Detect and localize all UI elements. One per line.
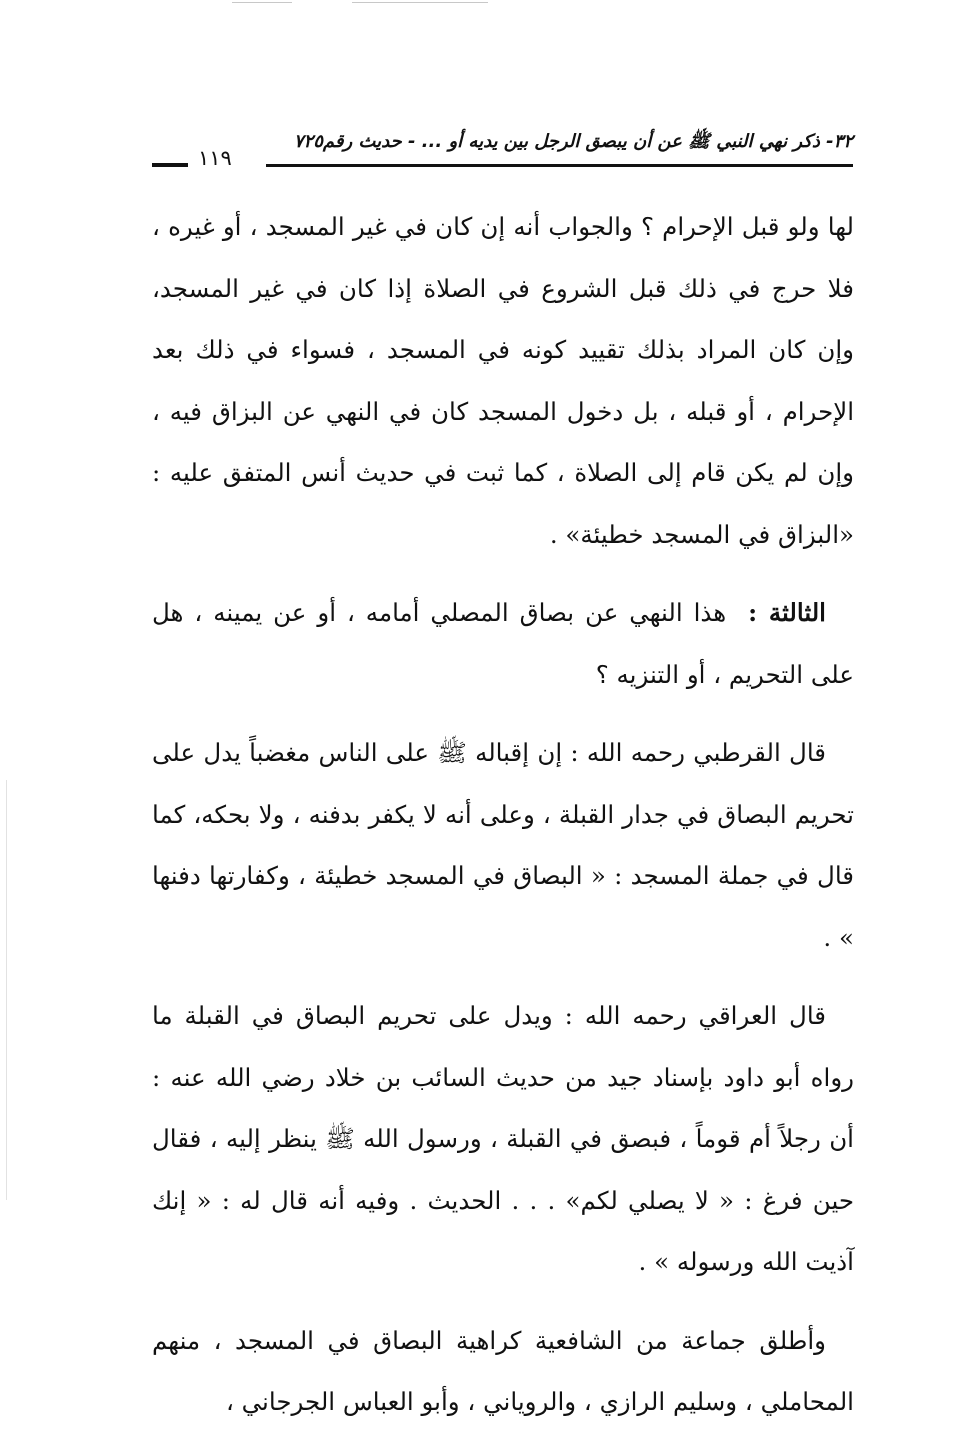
page-number: ١١٩	[198, 146, 232, 170]
paragraph: وأطلق جماعة من الشافعية كراهية البصاق في المسجد ، منهم المحاملي ، وسليم الرازي ، والروياني ، وأبو العباس الجرجاني ،	[152, 1325, 854, 1416]
paragraph-lead: الثالثة :	[748, 598, 826, 627]
paragraph: لها ولو قبل الإحرام ؟ والجواب أنه إن كان في غير المسجد ، أو غيره ، فلا حرج في ذلك قبل الشروع في الصلاة إذا كان في غير المسجد، وإن كان المراد بذلك تقييد كونه في المسجد ، فسواء في ذلك بعد الإحرام ، أو قبله ، بل دخول المسجد كان في النهي عن البزاق فيه ، وإن لم يكن قام إلى الصلاة ، كما ثبت في حديث أنس المتفق عليه : «البزاق في المسجد خطيئة» .	[152, 212, 854, 549]
paragraph-text: هذا النهي عن بصاق المصلي أمامه ، أو عن يمينه ، هل على التحريم ، أو التنزيه ؟	[152, 598, 854, 689]
page-number-dash	[152, 163, 188, 167]
scan-artifact-line	[352, 2, 488, 3]
paragraph	[152, 582, 854, 705]
header-rule	[266, 164, 853, 167]
running-title: ٣٢- ذكر نهي النبي ﷺ عن أن يبصق الرجل بين يديه أو ... - حديث رقم٧٢٥	[293, 131, 853, 152]
page-body	[152, 196, 854, 1450]
scan-artifact-edge	[6, 780, 7, 1200]
paragraph: قال القرطبي رحمه الله : إن إقباله ﷺ على الناس مغضباً يدل على تحريم البصاق في جدار القبلة ، وعلى أنه لا يكفر بدفنه ، ولا بحكه، كما قال في جملة المسجد : « البصاق في المسجد خطيئة ، وكفارتها دفنها » .	[152, 738, 854, 952]
paragraph: قال العراقي رحمه الله : ويدل على تحريم البصاق في القبلة ما رواه أبو داود بإسناد جيد من حديث السائب بن خلاد رضي الله عنه : أن رجلاً أم قوماً ، فبصق في القبلة ، ورسول الله ﷺ ينظر إليه ، فقال حين فرغ : « لا يصلي لكم» . . . الحديث . وفيه أنه قال له : « إنك آذيت الله ورسوله » .	[152, 1001, 854, 1276]
scan-artifact-line	[232, 2, 292, 3]
page-header	[150, 124, 853, 176]
